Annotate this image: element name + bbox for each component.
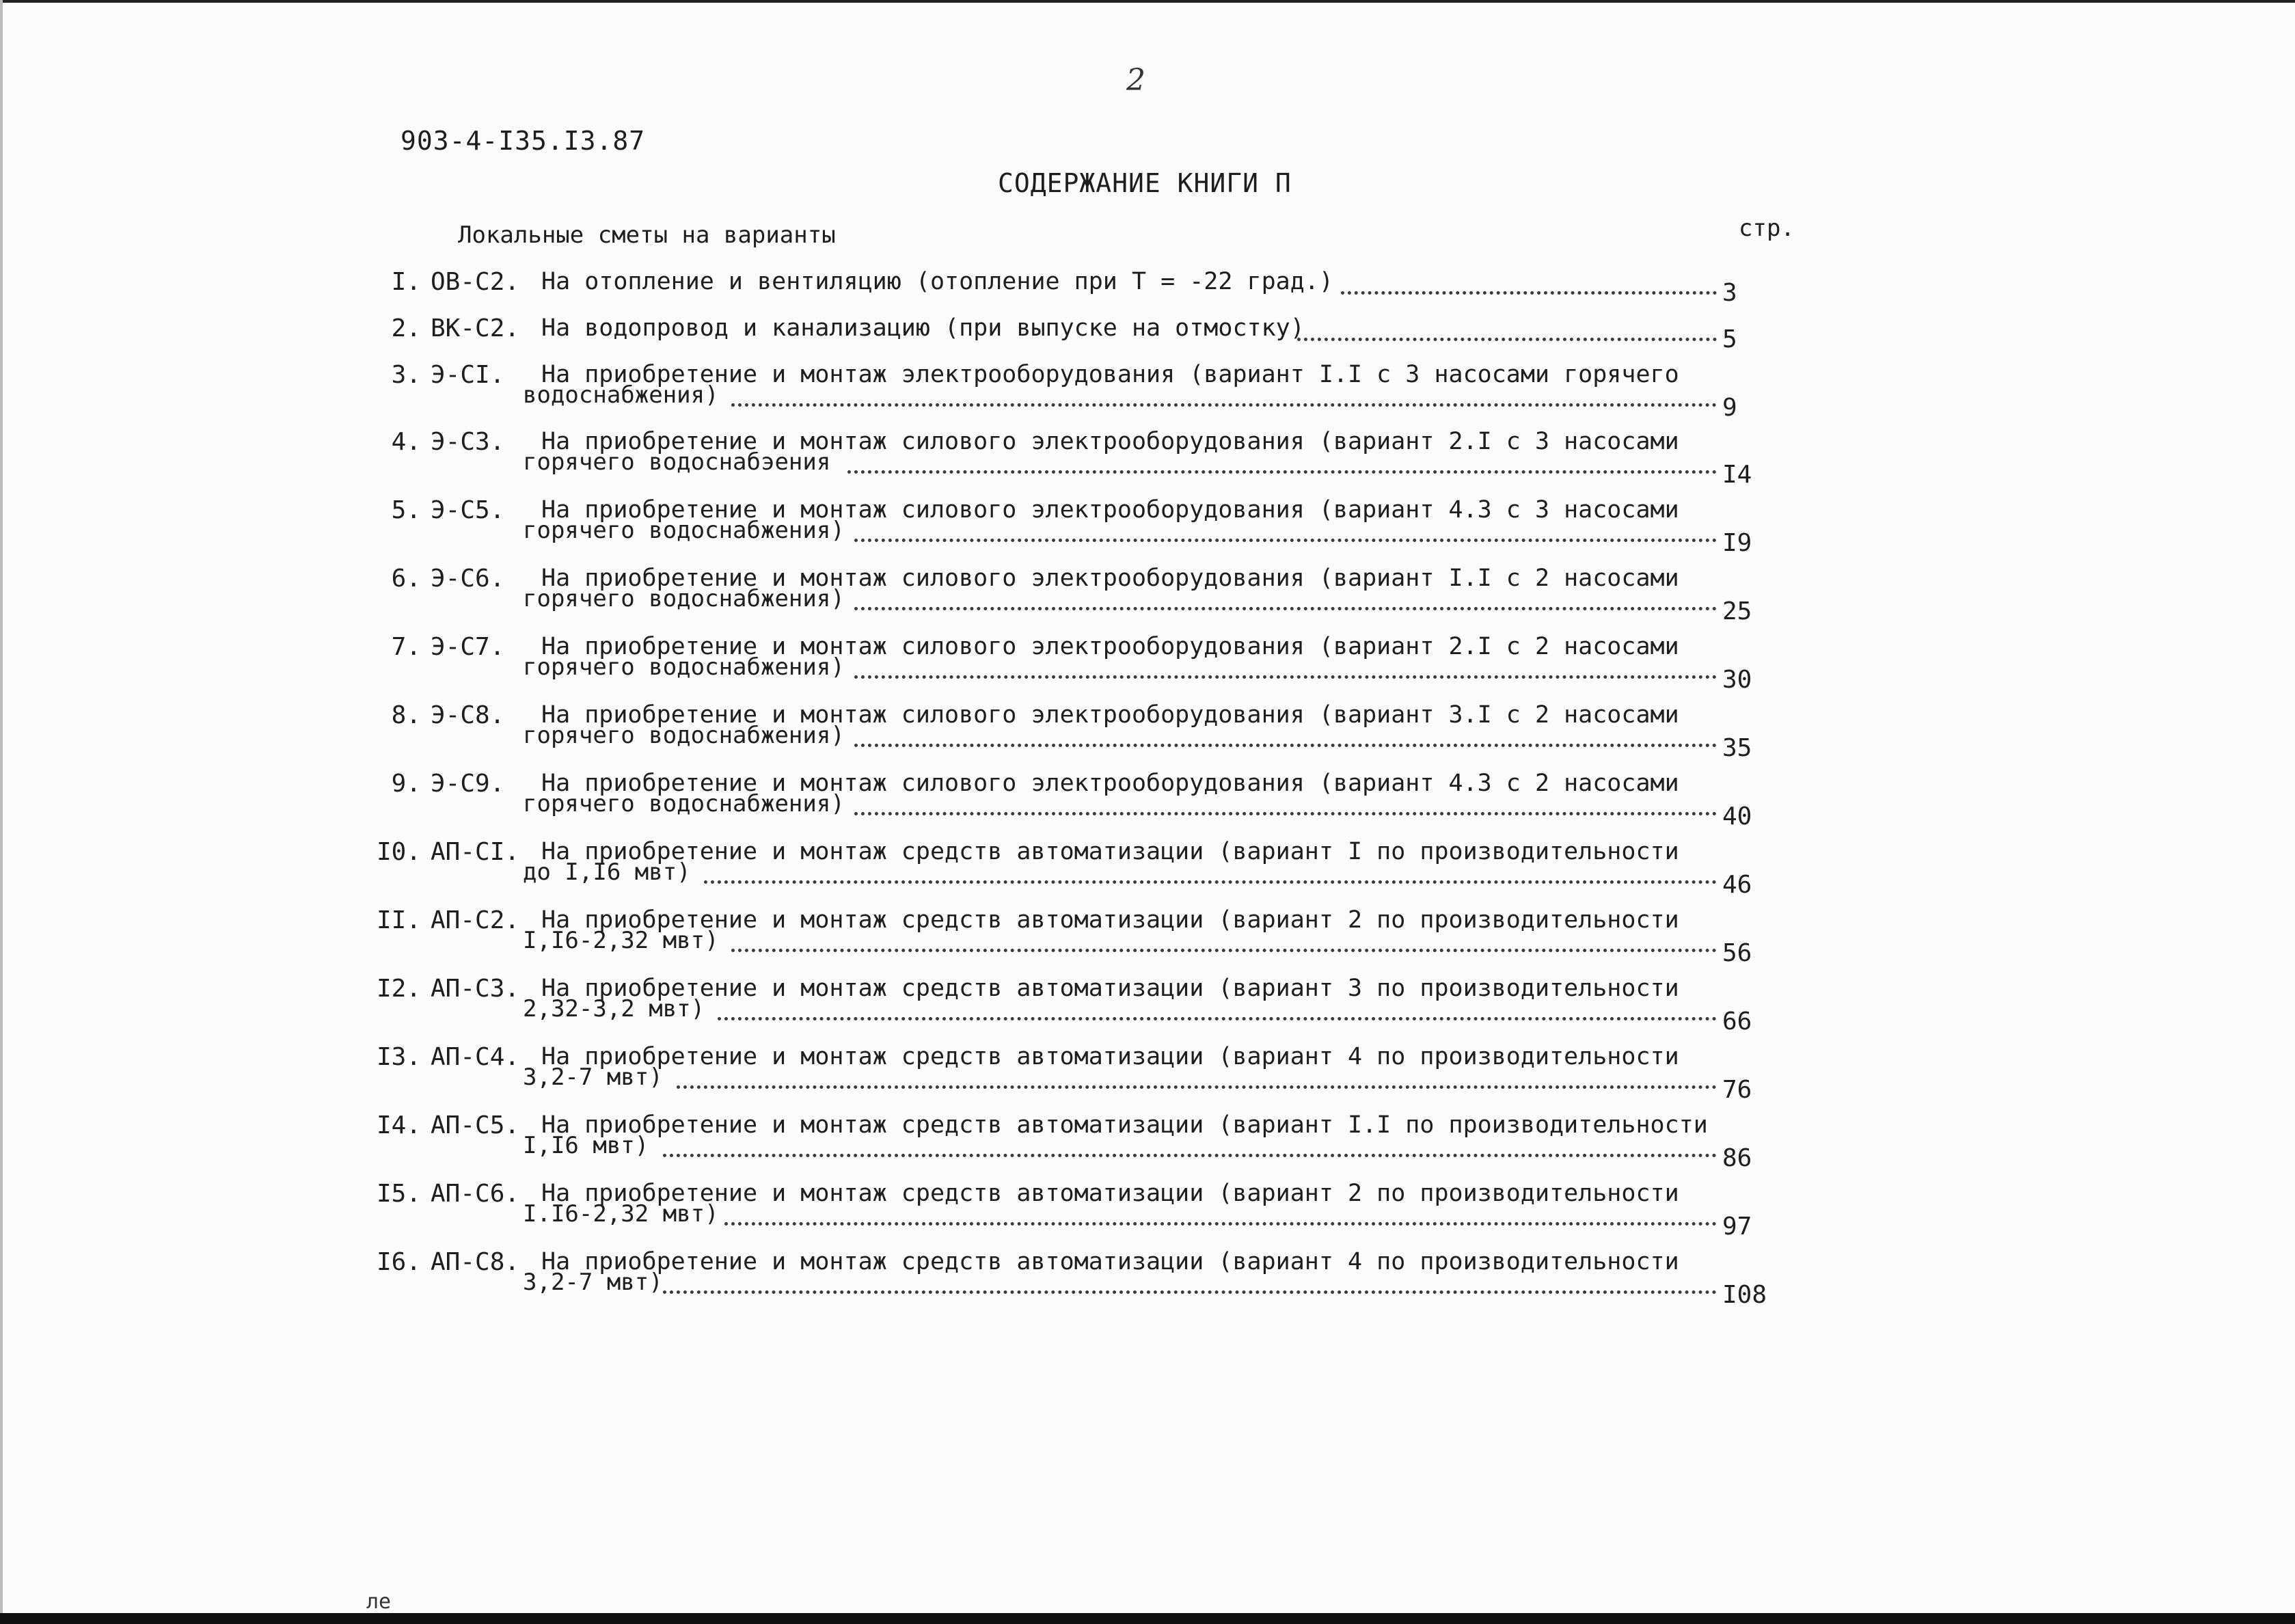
scan-border-top bbox=[0, 0, 2295, 3]
entry-description-cont: 3,2-7 мвт) bbox=[523, 1064, 663, 1091]
dot-leader bbox=[731, 403, 1717, 407]
estimate-code: Э-СI. bbox=[431, 361, 505, 389]
entry-description-cont: горячего водоснабжения) bbox=[523, 517, 845, 544]
estimate-code: АП-С3. bbox=[431, 975, 520, 1003]
dot-leader bbox=[724, 1222, 1717, 1226]
entry-description: На приобретение и монтаж средств автоматизации (вариант 4 по производительности bbox=[541, 1248, 1679, 1275]
dot-leader bbox=[718, 1017, 1717, 1020]
dot-leader bbox=[1297, 338, 1717, 341]
entry-page: 56 bbox=[1722, 939, 1752, 967]
toc-entry bbox=[362, 975, 1838, 1040]
entry-number: I3. bbox=[376, 1043, 421, 1071]
entry-page: 30 bbox=[1722, 666, 1752, 694]
entry-number: 9. bbox=[391, 770, 421, 798]
entry-description: На приобретение и монтаж электрооборудования (вариант I.I с 3 насосами горячего bbox=[541, 361, 1679, 388]
estimate-code: ОВ-С2. bbox=[431, 268, 520, 296]
dot-leader bbox=[1341, 291, 1717, 295]
entry-number: 5. bbox=[391, 496, 421, 524]
entry-description-cont: горячего водоснабжения) bbox=[523, 790, 845, 817]
entry-page: 40 bbox=[1722, 802, 1752, 830]
toc-entry bbox=[362, 1043, 1838, 1109]
scan-border-left bbox=[0, 0, 3, 1624]
entry-number: 3. bbox=[391, 361, 421, 389]
entry-page: 35 bbox=[1722, 734, 1752, 762]
entry-description-cont: горячего водоснабэения bbox=[523, 448, 831, 476]
scan-border-bottom bbox=[0, 1613, 2295, 1624]
toc-entry bbox=[362, 906, 1838, 972]
entry-page: 46 bbox=[1722, 871, 1752, 899]
entry-description-cont: горячего водоснабжения) bbox=[523, 585, 845, 612]
estimate-code: Э-С8. bbox=[431, 701, 505, 729]
entry-number: I4. bbox=[376, 1111, 421, 1139]
toc-entry bbox=[362, 770, 1838, 835]
page-column-label: стр. bbox=[1739, 215, 1795, 242]
entry-page: 9 bbox=[1722, 394, 1737, 422]
entry-description: На приобретение и монтаж силового электрооборудования (вариант 2.I с 3 насосами bbox=[541, 428, 1679, 455]
entry-number: 8. bbox=[391, 701, 421, 729]
entry-description-cont: горячего водоснабжения) bbox=[523, 653, 845, 681]
dot-leader bbox=[854, 675, 1717, 679]
dot-leader bbox=[854, 744, 1717, 747]
section-subtitle: Локальные сметы на варианты bbox=[458, 221, 836, 249]
entry-description-cont: водоснабжения) bbox=[523, 381, 719, 409]
entry-description: На приобретение и монтаж средств автоматизации (вариант 2 по производительности bbox=[541, 1180, 1679, 1207]
entry-number: II. bbox=[376, 906, 421, 934]
dot-leader bbox=[854, 812, 1717, 815]
entry-description-cont: I.I6-2,32 мвт) bbox=[523, 1200, 719, 1228]
dot-leader bbox=[677, 1085, 1717, 1089]
entry-description: На приобретение и монтаж силового электрооборудования (вариант 3.I с 2 насосами bbox=[541, 701, 1679, 729]
page-title: СОДЕРЖАНИЕ КНИГИ П bbox=[998, 168, 1292, 198]
estimate-code: АП-СI. bbox=[431, 838, 520, 866]
entry-description: На приобретение и монтаж силового электрооборудования (вариант 4.3 с 3 насосами bbox=[541, 496, 1679, 524]
entry-page: I08 bbox=[1722, 1281, 1767, 1309]
entry-description: На водопровод и канализацию (при выпуске на отмостку) bbox=[541, 314, 1305, 342]
dot-leader bbox=[663, 1154, 1717, 1157]
entry-description: На приобретение и монтаж средств автоматизации (вариант 2 по производительности bbox=[541, 906, 1679, 934]
entry-number: 7. bbox=[391, 633, 421, 661]
dot-leader bbox=[847, 470, 1717, 474]
toc-entry bbox=[362, 1180, 1838, 1245]
toc-entry bbox=[362, 633, 1838, 699]
handwritten-page-number: 2 bbox=[1126, 63, 1145, 98]
entry-number: 2. bbox=[391, 314, 421, 342]
estimate-code: ВК-С2. bbox=[431, 314, 520, 342]
entry-page: 76 bbox=[1722, 1076, 1752, 1104]
toc-entry bbox=[362, 701, 1838, 767]
entry-description: На приобретение и монтаж силового электрооборудования (вариант I.I с 2 насосами bbox=[541, 565, 1679, 592]
toc-entry bbox=[362, 428, 1838, 493]
dot-leader bbox=[704, 880, 1717, 884]
entry-number: I. bbox=[391, 268, 421, 296]
estimate-code: АП-С8. bbox=[431, 1248, 520, 1276]
toc-entry bbox=[362, 565, 1838, 630]
entry-description-cont: до I,I6 мвт) bbox=[523, 858, 691, 886]
estimate-code: Э-С5. bbox=[431, 496, 505, 524]
entry-description-cont: I,I6 мвт) bbox=[523, 1132, 649, 1159]
estimate-code: АП-С2. bbox=[431, 906, 520, 934]
entry-number: 6. bbox=[391, 565, 421, 593]
entry-number: I2. bbox=[376, 975, 421, 1003]
entry-description: На приобретение и монтаж средств автоматизации (вариант I по производительности bbox=[541, 838, 1679, 865]
dot-leader bbox=[854, 607, 1717, 610]
toc-entry bbox=[362, 1111, 1838, 1177]
entry-description-cont: 3,2-7 мвт) bbox=[523, 1269, 663, 1296]
toc-entry bbox=[362, 496, 1838, 562]
toc-entry bbox=[362, 361, 1838, 427]
dot-leader bbox=[663, 1290, 1717, 1294]
estimate-code: АП-С5. bbox=[431, 1111, 520, 1139]
entry-description: На приобретение и монтаж средств автоматизации (вариант 3 по производительности bbox=[541, 975, 1679, 1002]
estimate-code: Э-С6. bbox=[431, 565, 505, 593]
entry-description: На приобретение и монтаж силового электрооборудования (вариант 4.3 с 2 насосами bbox=[541, 770, 1679, 797]
toc-entry bbox=[362, 1248, 1838, 1314]
estimate-code: Э-С7. bbox=[431, 633, 505, 661]
estimate-code: Э-С9. bbox=[431, 770, 505, 798]
entry-description: На отопление и вентиляцию (отопление при Т = -22 град.) bbox=[541, 268, 1333, 295]
entry-number: I0. bbox=[376, 838, 421, 866]
entry-description-cont: горячего водоснабжения) bbox=[523, 722, 845, 749]
entry-page: 86 bbox=[1722, 1144, 1752, 1172]
dot-leader bbox=[854, 539, 1717, 542]
estimate-code: АП-С6. bbox=[431, 1180, 520, 1208]
entry-page: I9 bbox=[1722, 529, 1752, 557]
entry-number: I6. bbox=[376, 1248, 421, 1276]
entry-page: 3 bbox=[1722, 279, 1737, 307]
entry-page: 66 bbox=[1722, 1007, 1752, 1036]
entry-page: 5 bbox=[1722, 325, 1737, 353]
entry-description-cont: 2,32-3,2 мвт) bbox=[523, 995, 705, 1023]
entry-description: На приобретение и монтаж средств автоматизации (вариант 4 по производительности bbox=[541, 1043, 1679, 1070]
entry-description: На приобретение и монтаж силового электрооборудования (вариант 2.I с 2 насосами bbox=[541, 633, 1679, 660]
entry-page: 25 bbox=[1722, 597, 1752, 625]
estimate-code: Э-С3. bbox=[431, 428, 505, 456]
estimate-code: АП-С4. bbox=[431, 1043, 520, 1071]
entry-number: 4. bbox=[391, 428, 421, 456]
document-code: 903-4-I35.I3.87 bbox=[400, 126, 646, 156]
toc-entry bbox=[362, 838, 1838, 904]
entry-page: 97 bbox=[1722, 1213, 1752, 1241]
entry-page: I4 bbox=[1722, 461, 1752, 489]
dot-leader bbox=[731, 949, 1717, 952]
footer-mark: ле bbox=[366, 1590, 392, 1614]
entry-number: I5. bbox=[376, 1180, 421, 1208]
entry-description: На приобретение и монтаж средств автоматизации (вариант I.I по производительности bbox=[541, 1111, 1708, 1139]
entry-description-cont: I,I6-2,32 мвт) bbox=[523, 927, 719, 954]
